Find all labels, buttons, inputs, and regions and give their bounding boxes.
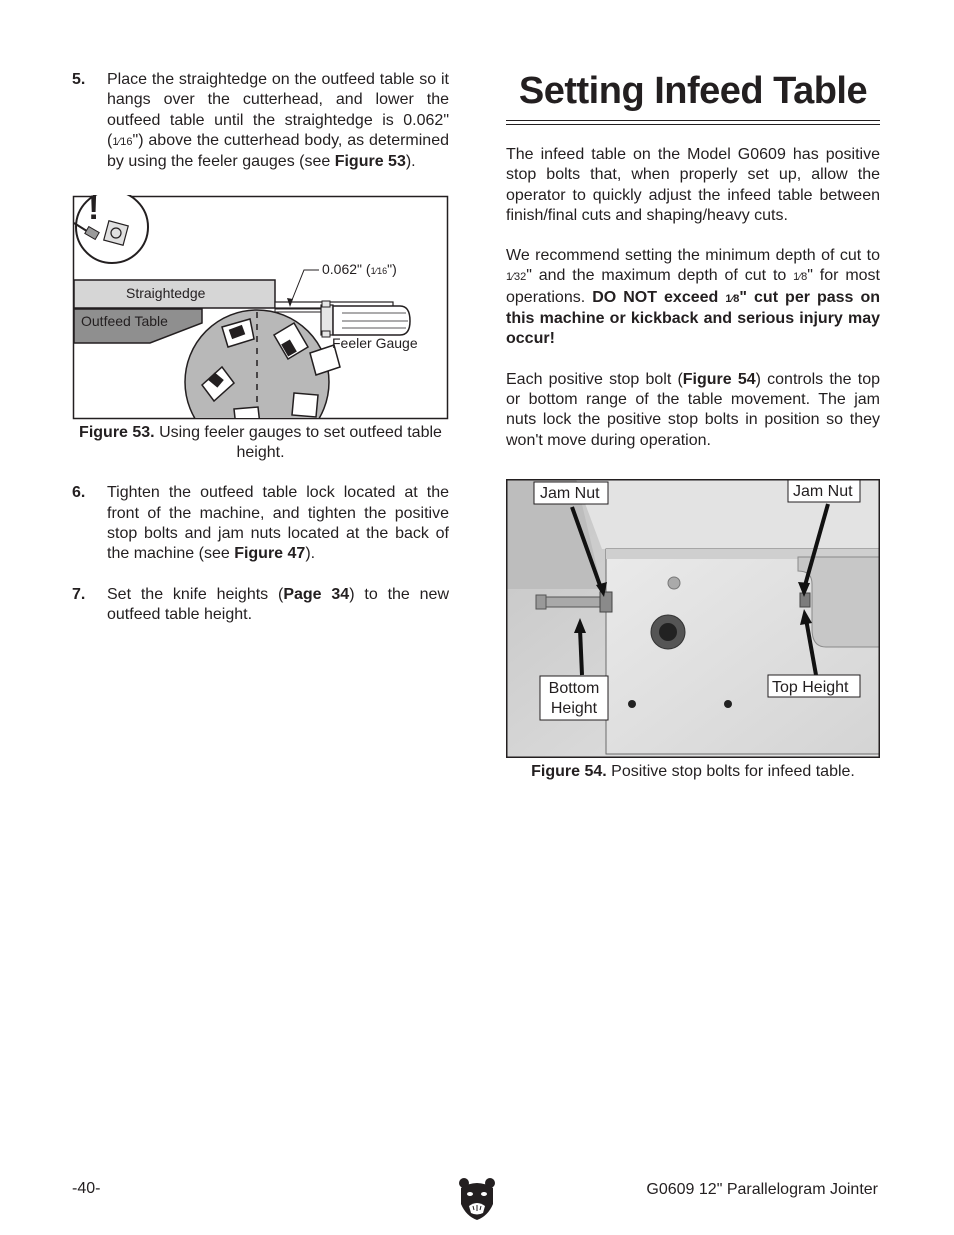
step-text [107,585,449,626]
measurement-label: 0.062" (1⁄16") [322,261,397,278]
step-text-part: Set the knife heights ( [107,585,284,603]
feeler-gauge-diagram [72,195,449,421]
bottom-height-bolt [542,597,608,607]
caption-text: Using feeler gauges to set outfeed table height. [154,424,442,462]
step-number: 5. [72,71,86,88]
caption-text: Positive stop bolts for infeed table. [606,762,855,780]
figure-reference: Figure 53 [334,153,406,171]
left-column [72,68,449,625]
fraction: 1⁄8 [793,271,808,284]
step-text [107,70,449,172]
right-column [506,68,880,782]
top-height-label: Top Height [772,678,849,696]
figure-reference: Figure 47 [234,545,306,563]
paragraph-depth [506,246,880,349]
paragraph-intro: The infeed table on the Model G0609 has positive stop bolts that, when properly set up, allow the operator to quickly adjust the infeed table between finish/final cuts and shaping/heavy cuts. [506,146,880,224]
fraction: 1⁄32 [506,271,527,284]
figure-53 [72,195,449,421]
figure-54-caption [506,762,880,782]
step-text-part: Place the straightedge on the outfeed table so it hangs over the cutterhead, and lower the outfeed table until the straightedge is 0.062" ( [107,71,449,149]
bottom-height-label-line2: Height [550,699,598,717]
straightedge-label: Straightedge [126,285,206,302]
bottom-height-label-line1: Bottom [548,679,600,697]
warning-text: DO NOT exceed 1⁄8" cut per pass on this machine or kickback and serious injury may occur! [506,288,881,348]
stop-bolts-photo [506,479,880,758]
figure-reference: Figure 54 [682,370,756,388]
feeler-gauge-handle [333,306,410,335]
para-text: Each positive stop bolt ( [506,370,683,388]
page-number: -40- [72,1180,101,1197]
step-text-part: Tighten the outfeed table lock located at the front of the machine, and tighten the positive stop bolts and jam nuts located at the back of the machine (see [107,484,449,563]
caption-label: Figure 54. [531,762,607,780]
fraction: 1⁄16 [112,135,133,148]
para-text: " for most operations. [506,267,880,306]
step-5 [72,70,449,172]
para-text: We recommend setting the minimum depth of cut to [506,247,880,265]
paragraph-stop-bolts [506,370,880,451]
step-7 [72,585,449,626]
section-title: Setting Infeed Table [518,70,868,112]
bear-head-logo-icon [458,1176,496,1225]
page-reference: Page 34 [283,585,350,603]
step-text-part: ). [305,545,316,563]
jam-nut-left-label: Jam Nut [540,484,600,502]
jam-nut-right-label: Jam Nut [793,482,853,500]
caption-label: Figure 53. [79,424,155,442]
outfeed-table-label: Outfeed Table [81,313,168,330]
step-text-part: ) to the new outfeed table height. [107,585,449,623]
feeler-gauge-label: Feeler Gauge [332,335,418,352]
step-number: 7. [72,585,86,603]
step-6 [72,483,449,564]
para-text: ) controls the top or bottom range of the table movement. The jam nuts lock the positive stop bolts in position so they won't move during operation. [506,370,880,449]
feeler-gauge-blade [275,309,325,312]
warning-icon: ! [88,195,100,228]
figure-54 [506,479,880,758]
document-title: G0609 12" Parallelogram Jointer [646,1181,878,1198]
title-rule [506,120,880,125]
figure-53-caption [72,423,449,463]
para-text: " and the maximum depth of cut to [526,267,794,285]
step-text [107,483,449,564]
step-number: 6. [72,484,86,502]
step-text-part: ). [405,153,416,171]
top-height-bolt [800,593,810,607]
step-text-part: ") above the cutterhead body, as determined by using the feeler gauges (see [107,131,449,171]
